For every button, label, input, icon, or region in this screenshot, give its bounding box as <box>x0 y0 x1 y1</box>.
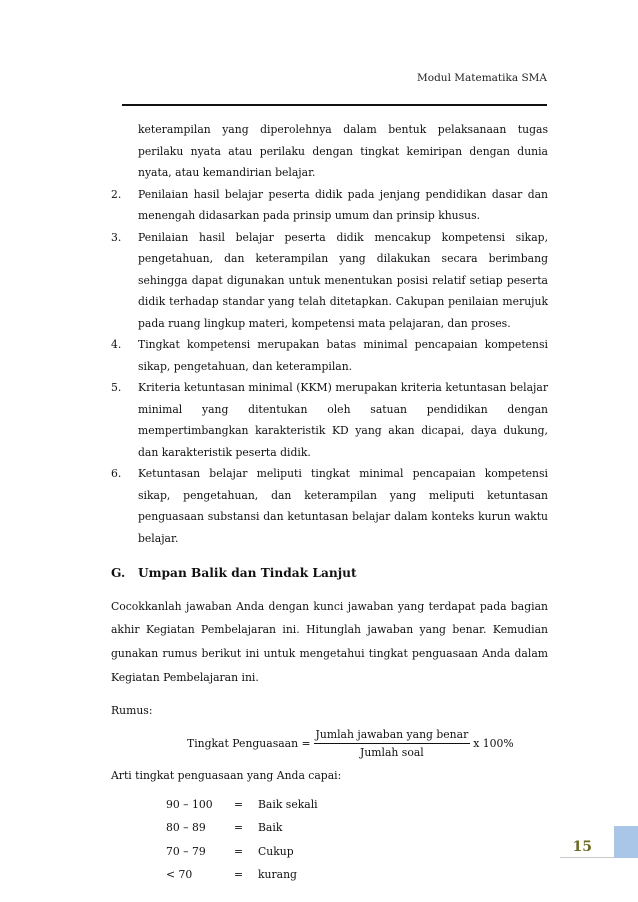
list-item <box>111 227 548 335</box>
list-number: 4. <box>111 338 122 351</box>
list-item-continuation: keterampilan yang diperolehnya dalam bentuk pelaksanaan tugas perilaku nyata atau perilaku dengan tingkat kemiripan dengan dunia nyata, atau kemandirian belajar. <box>138 123 548 179</box>
page-number-rule <box>560 857 614 858</box>
grade-equals: = <box>234 821 244 835</box>
list-number: 5. <box>111 381 122 394</box>
list-text: Kriteria ketuntasan minimal (KKM) merupakan kriteria ketuntasan belajar minimal yang ditentukan oleh satuan pendidikan dengan mempertimbangkan karakteristik KD yang akan dicapai, daya dukung, dan karakteristik peserta didik. <box>138 381 548 459</box>
grade-equals: = <box>234 868 244 882</box>
section-heading <box>111 563 548 585</box>
grade-range: 80 – 89 <box>166 821 206 835</box>
grade-equals: = <box>234 844 244 858</box>
page-corner-tab <box>614 826 638 858</box>
grade-range: 90 – 100 <box>166 797 213 811</box>
page-content <box>111 119 548 887</box>
list-text: Penilaian hasil belajar peserta didik pada jenjang pendidikan dasar dan menengah didasarkan pada prinsip umum dan prinsip khusus. <box>138 187 548 222</box>
section-letter: G. <box>111 566 126 580</box>
list-item <box>111 334 548 377</box>
grade-label: Baik <box>258 821 283 835</box>
formula-fraction <box>314 727 471 762</box>
grade-label: Baik sekali <box>258 797 318 811</box>
list-text: Tingkat kompetensi merupakan batas minimal pencapaian kompetensi sikap, pengetahuan, dan keterampilan. <box>138 338 548 373</box>
table-row <box>166 840 318 864</box>
list-item <box>111 377 548 463</box>
grade-table <box>166 793 318 887</box>
formula-denominator: Jumlah soal <box>360 745 424 759</box>
list-item <box>111 463 548 549</box>
table-row <box>166 816 318 840</box>
grade-intro: Arti tingkat penguasaan yang Anda capai: <box>111 769 342 783</box>
grade-label: kurang <box>258 868 297 882</box>
list-text: Ketuntasan belajar meliputi tingkat minimal pencapaian kompetensi sikap, pengetahuan, dan keterampilan yang meliputi ketuntasan penguasaan substansi dan ketuntasan belajar dalam konteks kurun waktu belajar. <box>138 467 548 545</box>
grade-range: 70 – 79 <box>166 844 206 858</box>
formula-label: Rumus: <box>111 703 153 717</box>
list-item <box>111 184 548 227</box>
section-title: Umpan Balik dan Tindak Lanjut <box>138 566 357 580</box>
grade-label: Cukup <box>258 844 294 858</box>
table-row <box>166 863 318 887</box>
grade-equals: = <box>234 797 244 811</box>
page-number: 15 <box>572 839 592 855</box>
instruction-paragraph: Cocokkanlah jawaban Anda dengan kunci jawaban yang terdapat pada bagian akhir Kegiatan Pembelajaran ini. Hitunglah jawaban yang benar. Kemudian gunakan rumus berikut ini untuk mengetahui tingkat penguasaan Anda dalam Kegiatan Pembelajaran ini. <box>111 599 548 684</box>
assessment-list <box>111 184 548 550</box>
list-number: 2. <box>111 187 122 201</box>
grade-range: < 70 <box>166 868 193 882</box>
table-row <box>166 793 318 817</box>
formula-suffix: x 100% <box>473 737 514 751</box>
formula-numerator: Jumlah jawaban yang benar <box>314 727 471 744</box>
formula-lhs: Tingkat Penguasaan = <box>187 737 311 751</box>
list-text: Penilaian hasil belajar peserta didik mencakup kompetensi sikap, pengetahuan, dan keterampilan yang dilakukan secara berimbang sehingga dapat digunakan untuk menentukan posisi relatif setiap peserta didik terhadap standar yang telah ditetapkan. Cakupan penilaian merujuk pada ruang lingkup materi, kompetensi mata pelajaran, dan proses. <box>138 230 548 330</box>
page-header-title: Modul Matematika SMA <box>417 72 547 84</box>
header-rule <box>122 104 547 106</box>
list-number: 6. <box>111 467 122 480</box>
list-number: 3. <box>111 230 122 244</box>
mastery-formula <box>187 727 548 761</box>
